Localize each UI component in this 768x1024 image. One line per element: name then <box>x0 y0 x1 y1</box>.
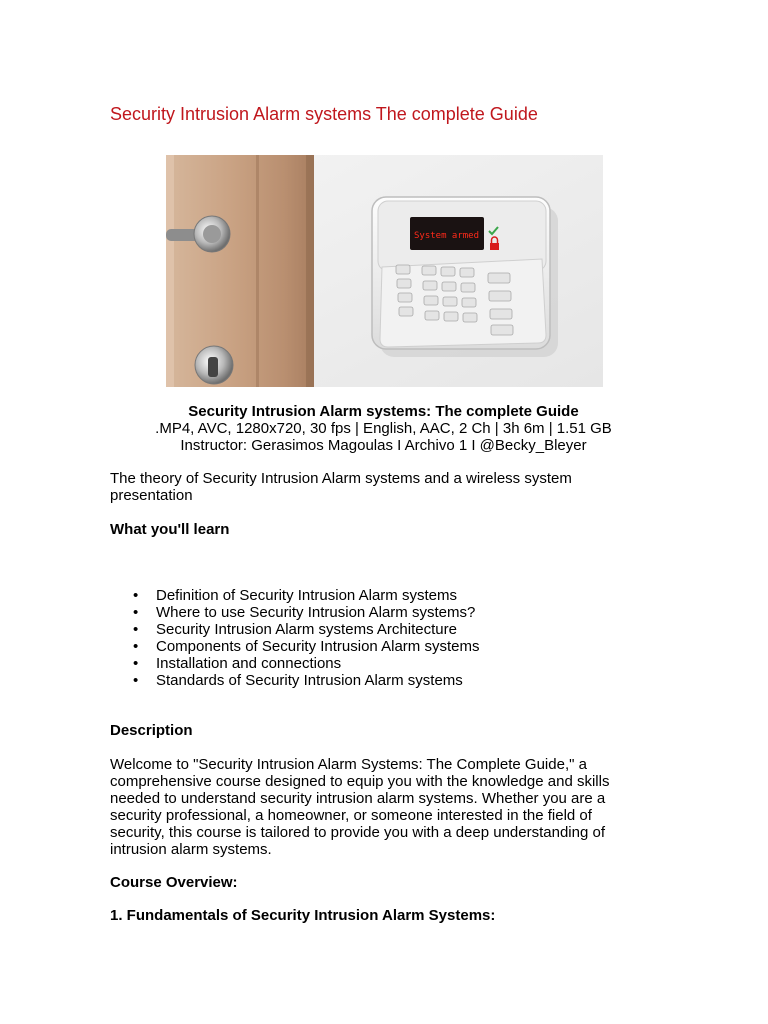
learn-heading: What you'll learn <box>110 521 230 538</box>
list-item: • Security Intrusion Alarm systems Architecture <box>156 621 479 638</box>
overview-section-heading: 1. Fundamentals of Security Intrusion Alarm Systems: <box>110 907 496 924</box>
overview-heading: Course Overview: <box>110 874 238 891</box>
intro-paragraph: The theory of Security Intrusion Alarm systems and a wireless system presentation <box>110 470 572 504</box>
list-item: • Installation and connections <box>156 655 479 672</box>
alarm-keypad-illustration <box>166 155 603 387</box>
list-item: • Standards of Security Intrusion Alarm systems <box>156 672 479 689</box>
learn-list <box>110 587 479 689</box>
video-metadata <box>110 403 657 454</box>
meta-heading: Security Intrusion Alarm systems: The complete Guide <box>188 403 579 420</box>
meta-instructor: Instructor: Gerasimos Magoulas I Archivo 1 I @Becky_Bleyer <box>180 437 587 454</box>
list-item: • Where to use Security Intrusion Alarm systems? <box>156 604 479 621</box>
document-title: Security Intrusion Alarm systems The complete Guide <box>110 104 538 124</box>
list-item: • Definition of Security Intrusion Alarm systems <box>156 587 479 604</box>
hero-image <box>166 155 603 387</box>
list-item: • Components of Security Intrusion Alarm systems <box>156 638 479 655</box>
description-heading: Description <box>110 722 193 739</box>
meta-specs: .MP4, AVC, 1280x720, 30 fps | English, AAC, 2 Ch | 3h 6m | 1.51 GB <box>155 420 612 437</box>
display-text: System armed <box>414 231 480 241</box>
description-paragraph: Welcome to "Security Intrusion Alarm Systems: The Complete Guide," a comprehensive course designed to equip you with the knowledge and skills needed to understand security intrusion alarm systems. Whether you are a security professional, a homeowner, or someone interested in the field of security, this course is tailored to provide you with a deep understanding of intrusion alarm systems. <box>110 756 610 858</box>
